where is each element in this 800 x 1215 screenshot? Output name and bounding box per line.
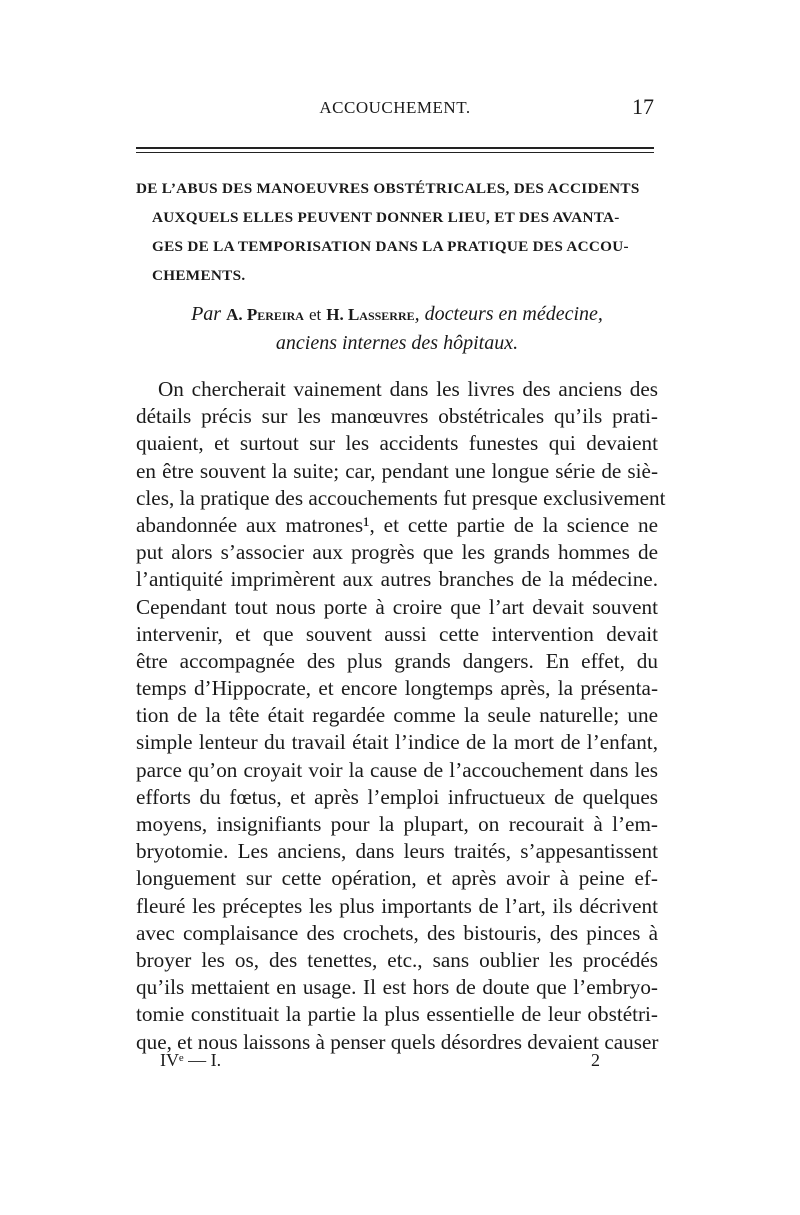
running-head xyxy=(136,94,654,124)
author-lasserre: H. Lasserre xyxy=(326,305,415,324)
body-line: broyer les os, des tenettes, etc., sans oublier les procédés xyxy=(136,947,658,972)
body-line: détails précis sur les manœuvres obstétricales qu’ils prati- xyxy=(136,404,658,429)
author-pereira: A. Pereira xyxy=(226,305,304,324)
title-line: GES DE LA TEMPORISATION DANS LA PRATIQUE DES ACCOU- xyxy=(152,238,629,255)
body-line: tion de la tête était regardée comme la seule naturelle; une xyxy=(136,703,658,728)
article-title xyxy=(136,174,658,290)
body-line: temps d’Hippocrate, et encore longtemps après, la présenta- xyxy=(136,676,658,701)
body-line: intervenir, et que souvent aussi cette intervention devait xyxy=(136,621,658,646)
body-line: simple lenteur du travail était l’indice de la mort de l’enfant, xyxy=(136,730,658,755)
body-line: fleuré les préceptes les plus importants de l’art, ils décrivent xyxy=(136,893,658,918)
page-number: 17 xyxy=(632,94,654,119)
body-line: longuement sur cette opération, et après avoir à peine ef- xyxy=(136,866,658,891)
body-line: moyens, insignifiants pour la plupart, on recourait à l’em- xyxy=(136,812,658,836)
byline-role-1: , docteurs en médecine, xyxy=(414,303,603,325)
signature-mark: IVᵉ — I. xyxy=(160,1050,222,1070)
body-line: qu’ils mettaient en usage. Il est hors de doute que l’embryo- xyxy=(136,975,658,1000)
body-paragraph xyxy=(136,376,666,1056)
byline-line-1 xyxy=(136,300,658,329)
body-line: Cependant tout nous porte à croire que l’art devait souvent xyxy=(136,594,658,619)
body-line: parce qu’on croyait voir la cause de l’accouchement dans les xyxy=(136,757,658,782)
body-line: cles, la pratique des accouchements fut presque exclusivement xyxy=(136,485,666,510)
body-line: tomie constituait la partie la plus essentielle de leur obstétri- xyxy=(136,1002,658,1027)
title-line: AUXQUELS ELLES PEUVENT DONNER LIEU, ET DES AVANTA- xyxy=(152,209,620,226)
title-line: DE L’ABUS DES MANOEUVRES OBSTÉTRICALES, DES ACCIDENTS xyxy=(136,180,640,197)
body-line: bryotomie. Les anciens, dans leurs traités, s’appesantissent xyxy=(136,839,658,864)
header-rule-thin xyxy=(136,152,654,153)
running-title: ACCOUCHEMENT. xyxy=(319,98,471,117)
byline-par: Par xyxy=(191,303,222,325)
body-line: être accompagnée des plus grands dangers. En effet, du xyxy=(136,648,658,673)
header-rule-thick xyxy=(136,147,654,149)
body-line: l’antiquité imprimèrent aux autres branches de la médecine. xyxy=(136,567,658,592)
body-line: en être souvent la suite; car, pendant une longue série de siè- xyxy=(136,458,658,483)
body-line: put alors s’associer aux progrès que les grands hommes de xyxy=(136,540,658,565)
title-line: CHEMENTS. xyxy=(152,267,246,284)
byline-et: et xyxy=(308,305,322,324)
byline-role-2: anciens internes des hôpitaux. xyxy=(275,332,519,354)
body-line: que, et nous laissons à penser quels désordres devaient causer xyxy=(136,1029,659,1054)
body-line: avec complaisance des crochets, des bistouris, des pinces à xyxy=(136,920,658,945)
body-line: quaient, et surtout sur les accidents funestes qui devaient xyxy=(136,431,658,456)
body-line: On chercherait vainement dans les livres des anciens des xyxy=(158,377,658,401)
body-line: efforts du fœtus, et après l’emploi infructueux de quelques xyxy=(136,784,658,809)
body-line: abandonnée aux matrones¹, et cette partie de la science ne xyxy=(136,512,658,537)
sheet-number: 2 xyxy=(591,1050,600,1070)
byline xyxy=(136,300,658,358)
